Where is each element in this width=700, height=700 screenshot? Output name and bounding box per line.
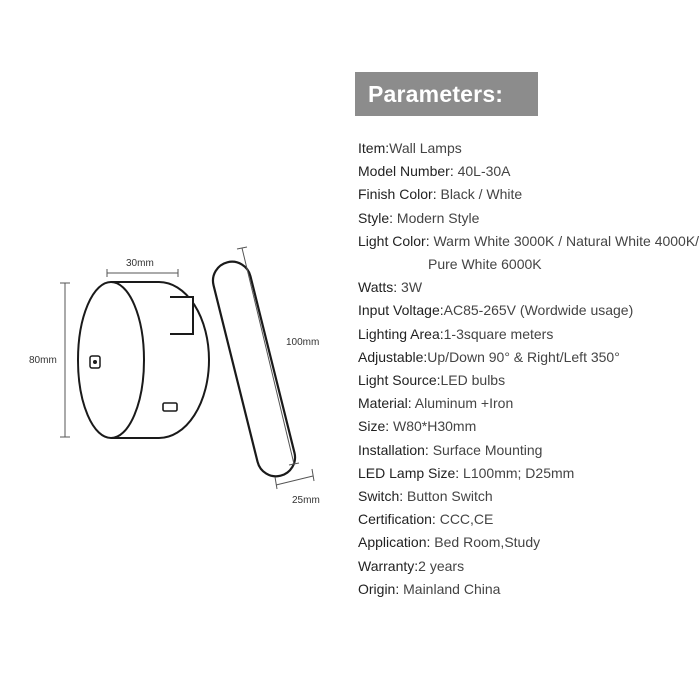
param-value: Button Switch <box>403 488 493 505</box>
param-row-switch <box>358 485 698 508</box>
param-key: Input Voltage: <box>358 302 444 319</box>
param-value: CCC,CE <box>435 511 494 528</box>
lamp-dimension-drawing <box>0 230 345 520</box>
param-value: Surface Mounting <box>428 441 543 458</box>
param-key: Switch: <box>358 488 404 505</box>
param-value: 2 years <box>418 557 465 574</box>
param-value: 40L-30A <box>453 163 511 180</box>
parameter-list <box>358 137 698 601</box>
param-row-light-color <box>358 230 698 253</box>
param-key: Watts: <box>358 279 398 296</box>
param-key: Installation: <box>358 441 429 458</box>
param-key: LED Lamp Size: <box>358 464 460 481</box>
param-row-certification <box>358 508 698 531</box>
param-key: Finish Color: <box>358 186 437 203</box>
width-dimension-label: 30mm <box>126 258 154 269</box>
param-key: Certification: <box>358 511 436 528</box>
param-key: Light Color: <box>358 232 430 249</box>
switch-button-icon <box>163 403 177 411</box>
height-dimension-label: 80mm <box>29 355 57 366</box>
param-row-led-lamp-size <box>358 462 698 485</box>
param-key: Lighting Area: <box>358 325 444 342</box>
param-value: W80*H30mm <box>389 418 477 435</box>
param-key: Adjustable: <box>358 348 428 365</box>
param-key: Origin: <box>358 580 400 597</box>
param-key: Material: <box>358 395 412 412</box>
param-key: Model Number: <box>358 163 454 180</box>
param-value: Aluminum +Iron <box>411 395 514 412</box>
param-row-item <box>358 137 698 160</box>
param-key: Size: <box>358 418 390 435</box>
param-value: Wall Lamps <box>389 140 462 156</box>
param-value: 3W <box>397 279 423 296</box>
param-value: Warm White 3000K / Natural White 4000K/ <box>429 232 700 249</box>
param-key: Light Source: <box>358 372 441 389</box>
param-key: Style: <box>358 209 394 226</box>
lamp-stem <box>170 297 193 334</box>
param-value: Pure White 6000K <box>428 256 542 273</box>
param-value: 1-3square meters <box>443 325 554 342</box>
height-dimension <box>29 283 70 437</box>
param-row-light-color-cont <box>358 253 698 276</box>
param-row-size <box>358 415 698 438</box>
param-row-style <box>358 207 698 230</box>
param-row-finish-color <box>358 183 698 206</box>
param-row-warranty <box>358 555 698 578</box>
param-key: Warranty: <box>358 557 419 574</box>
lamp-arm <box>209 258 299 481</box>
param-value: Black / White <box>436 186 523 203</box>
param-row-installation <box>358 439 698 462</box>
param-value: LED bulbs <box>440 372 506 389</box>
param-row-lighting-area <box>358 323 698 346</box>
param-key: Item: <box>358 140 390 156</box>
param-row-model-number <box>358 160 698 183</box>
param-row-watts <box>358 276 698 299</box>
param-value: Mainland China <box>399 580 501 597</box>
param-value: Bed Room,Study <box>430 534 541 551</box>
param-row-light-source <box>358 369 698 392</box>
param-value: L100mm; D25mm <box>459 464 575 481</box>
param-row-input-voltage <box>358 299 698 322</box>
param-value: AC85-265V (Wordwide usage) <box>443 302 634 319</box>
param-key: Application: <box>358 534 431 551</box>
length-dimension-label: 100mm <box>286 337 320 348</box>
param-row-material <box>358 392 698 415</box>
diameter-dimension-label: 25mm <box>292 495 320 506</box>
parameters-heading: Parameters: <box>355 72 538 116</box>
param-row-application <box>358 531 698 554</box>
param-value: Modern Style <box>393 209 480 226</box>
param-row-origin <box>358 578 698 601</box>
width-dimension <box>107 258 178 277</box>
param-value: Up/Down 90° & Right/Left 350° <box>427 348 620 365</box>
param-row-adjustable <box>358 346 698 369</box>
